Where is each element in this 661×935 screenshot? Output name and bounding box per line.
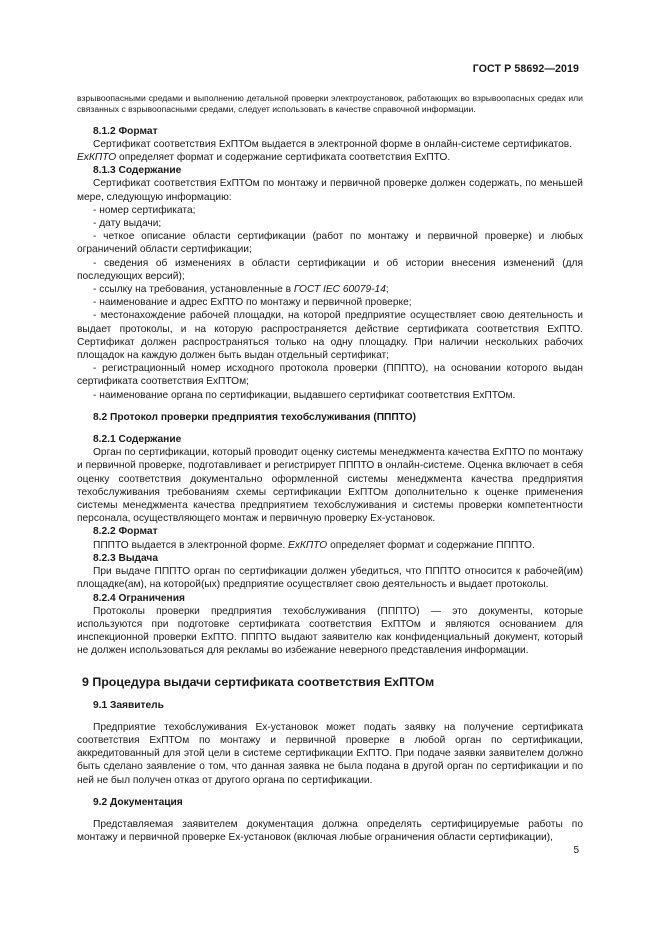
- list-item: - дату выдачи;: [93, 218, 162, 230]
- list-item: - номер сертификата;: [93, 204, 196, 216]
- exkpto-term: ExКПТО: [288, 539, 328, 551]
- list-item: - местонахождение рабочей площадки, на которой предприятие осуществляет свою деятельность и выдает протоколы, и на которую распространяется действие сертификата соответствия ExПТО. Сертификат должен распространяться только на одну площадку. При наличии нескольких рабочих площадок на каждую должен быть выдан отдельный сертификат;: [77, 310, 583, 362]
- heading-8-1-2: 8.1.2 Формат: [93, 125, 158, 137]
- list-item: - регистрационный номер исходного протокола проверки (ПППТО), на основании которого выдан сертификата соответствия ExПТОм;: [77, 363, 583, 388]
- heading-9-2: 9.2 Документация: [93, 796, 183, 808]
- list-item: - четкое описание области сертификации (работ по монтажу и первичной проверке) и любых ограничений области сертификации;: [77, 231, 583, 256]
- paragraph-9-1: Предприятие техобслуживания Ex-установок может подать заявку на получение сертификата соответствия ExПТОм по монтажу и первичной проверке в любой орган по сертификации, аккредитованный для этой цели в системе сертификации ExПТО. При подаче заявки заявителем должно быть сделано заявление о том, что данная заявка не была подана в другой орган по сертификации и по ней не был получен отказ от другого органа по сертификации.: [77, 721, 583, 786]
- heading-8-2: 8.2 Протокол проверки предприятия техобслуживания (ПППТО): [93, 411, 416, 423]
- intro-paragraph: взрывоопасными средами и выполнению детальной проверки электроустановок, работающих во взрывоопасных средах или связанных с взрывоопасными средами, следует использовать в качестве справочной информации.: [77, 93, 583, 115]
- heading-8-2-1: 8.2.1 Содержание: [93, 434, 182, 446]
- page-number: 5: [573, 845, 579, 856]
- standard-reference: ГОСТ IEC 60079-14: [293, 284, 386, 296]
- heading-8-2-3: 8.2.3 Выдача: [93, 552, 159, 564]
- paragraph-8-1-2-b: ExКПТО определяет формат и содержание сертификата соответствия ExПТО.: [77, 152, 451, 163]
- paragraph-8-2-4: Протоколы проверки предприятия техобслуживания (ПППТО) — это документы, которые используются при подготовке сертификата соответствия ExПТОм и являются основанием для инспекционной проверки ExПТО. ПППТО выдают заявителю как конфиденциальный документ, который не должен использоваться для рекламы во избежание неверного представления информации.: [77, 605, 583, 657]
- document-header: ГОСТ Р 58692—2019: [472, 63, 579, 75]
- paragraph-8-1-2-a: Сертификат соответствия ExПТОм выдается в электронной форме в онлайн-системе сертификатов.: [93, 138, 572, 150]
- exkpto-term: ExКПТО: [77, 152, 117, 163]
- list-item: - наименование и адрес ExПТО по монтажу и первичной проверке;: [93, 297, 412, 309]
- list-item-reference: - ссылку на требования, установленные в ГОСТ IEC 60079-14;: [93, 284, 389, 296]
- heading-8-1-3: 8.1.3 Содержание: [93, 165, 182, 177]
- paragraph-8-1-3-intro: Сертификат соответствия ExПТОм по монтажу и первичной проверке должен содержать, по меньшей мере, следующую информацию:: [77, 178, 583, 203]
- heading-9-1: 9.1 Заявитель: [93, 699, 164, 711]
- list-item: - наименование органа по сертификации, выдавшего сертификат соответствия ExПТОм.: [93, 389, 516, 401]
- paragraph-8-2-3: При выдаче ПППТО орган по сертификации должен убедиться, что ПППТО относится к рабочей(им) площадке(ам), на которой(ых) предприятие осуществляет свою деятельность и выдает протоколы.: [77, 566, 583, 591]
- paragraph-8-2-1: Орган по сертификации, который проводит оценку системы менеджмента качества ExПТО по монтажу и первичной проверке, подготавливает и регистрирует ПППТО в онлайн-системе. Оценка включает в себя оценку соответствия документально оформленной системы менеджмента качества предприятия техобслуживания требованиям схемы сертификации ExПТОм дополнительно к оценке применения системы менеджмента качества предприятием техобслуживания и системы проверки компетентности персонала, осуществляющего монтаж и первичную проверку Ex-установок.: [77, 447, 583, 525]
- document-body: [77, 93, 583, 844]
- list-item: - сведения об изменениях в области сертификации и об истории внесения изменений (для последующих версий);: [77, 257, 583, 282]
- heading-8-2-2: 8.2.2 Формат: [93, 526, 158, 538]
- section-9-title: 9 Процедура выдачи сертификата соответствия ExПТОм: [82, 674, 435, 689]
- paragraph-8-2-2: ПППТО выдается в электронной форме. ExКПТО определяет формат и содержание ПППТО.: [93, 539, 535, 551]
- paragraph-9-2: Представляемая заявителем документация должна определять сертифицируемые работы по монтажу и первичной проверке Ex-установок (включая любые ограничения области сертификации),: [77, 818, 583, 844]
- heading-8-2-4: 8.2.4 Ограничения: [93, 592, 185, 604]
